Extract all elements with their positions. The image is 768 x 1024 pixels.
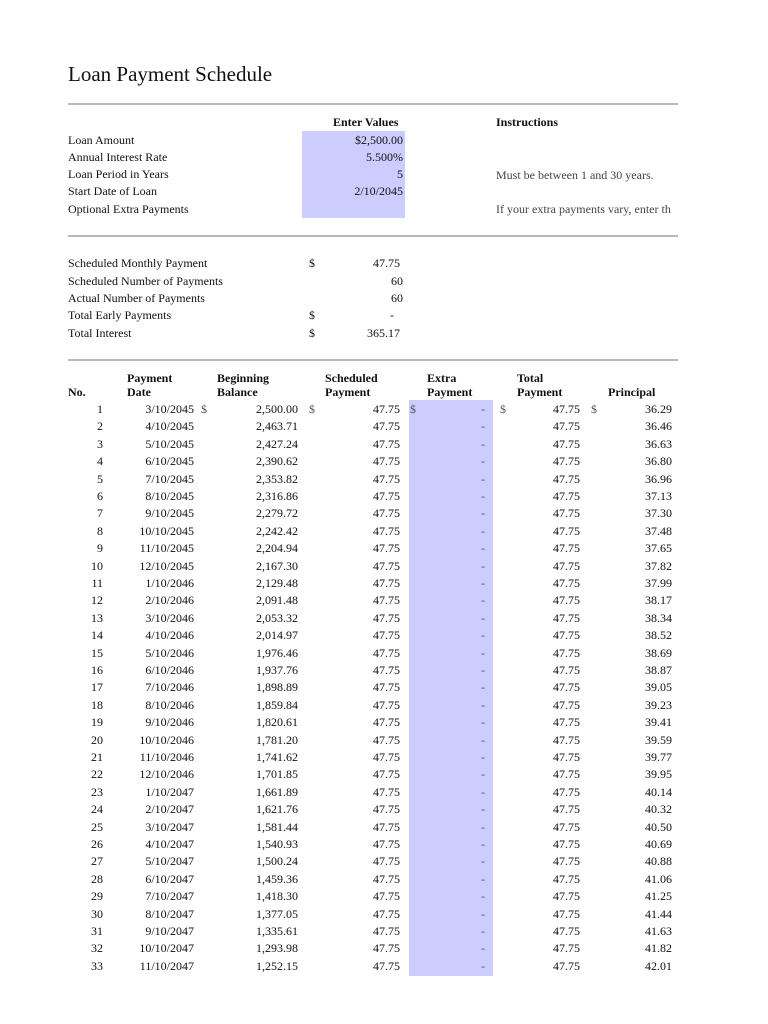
row-principal: 40.50 bbox=[645, 819, 672, 834]
row-payment-date: 4/10/2046 bbox=[145, 628, 194, 643]
row-total-payment: 47.75 bbox=[553, 663, 580, 677]
row-payment-date: 12/10/2046 bbox=[139, 767, 194, 782]
row-extra-payment[interactable]: - bbox=[481, 697, 485, 712]
row-no: 19 bbox=[91, 715, 103, 730]
row-extra-payment[interactable]: - bbox=[481, 523, 485, 538]
row-beginning-balance: 1,500.24 bbox=[256, 854, 298, 869]
row-beginning-balance: 2,427.24 bbox=[256, 436, 298, 451]
start-date-label: Start Date of Loan bbox=[68, 184, 157, 198]
row-principal: 36.96 bbox=[645, 471, 672, 486]
scheduled-number-value: 60 bbox=[391, 274, 403, 288]
row-scheduled-payment: 47.75 bbox=[373, 924, 400, 938]
row-no: 12 bbox=[91, 593, 103, 608]
row-total-payment: 47.75 bbox=[553, 489, 580, 503]
row-principal: 41.44 bbox=[645, 906, 672, 921]
row-total-payment: 47.75 bbox=[553, 715, 580, 730]
row-beginning-balance: 1,898.89 bbox=[256, 680, 298, 695]
row-total-payment: 47.75 bbox=[553, 419, 580, 434]
row-no: 9 bbox=[97, 541, 103, 556]
total-interest-label: Total Interest bbox=[68, 326, 132, 340]
start-date-input[interactable]: 2/10/2045 bbox=[354, 184, 403, 198]
row-principal: 38.87 bbox=[645, 663, 672, 677]
row-extra-payment[interactable]: - bbox=[481, 680, 485, 695]
row-extra-payment[interactable]: - bbox=[481, 402, 485, 416]
row-extra-payment[interactable]: - bbox=[481, 941, 485, 956]
row-scheduled-payment: 47.75 bbox=[373, 489, 400, 503]
loan-period-note: Must be between 1 and 30 years. bbox=[496, 168, 654, 182]
row-principal: 41.06 bbox=[645, 871, 672, 886]
row-beginning-balance: 2,316.86 bbox=[256, 489, 298, 503]
row-payment-date: 7/10/2045 bbox=[145, 471, 194, 486]
row-total-payment: 47.75 bbox=[553, 906, 580, 921]
row-no: 24 bbox=[91, 802, 103, 817]
row-payment-date: 9/10/2045 bbox=[145, 506, 194, 521]
row-beginning-balance: 2,091.48 bbox=[256, 593, 298, 608]
row-scheduled-payment: 47.75 bbox=[373, 593, 400, 608]
row-principal: 39.95 bbox=[645, 767, 672, 782]
row-beginning-balance: 1,859.84 bbox=[256, 697, 298, 712]
row-scheduled-payment: 47.75 bbox=[373, 454, 400, 469]
row-no: 3 bbox=[97, 436, 103, 451]
row-scheduled-payment: 47.75 bbox=[373, 610, 400, 625]
row-extra-payment[interactable]: - bbox=[481, 750, 485, 764]
row-total-payment: 47.75 bbox=[553, 402, 580, 416]
row-principal: 39.41 bbox=[645, 715, 672, 730]
row-extra-payment[interactable]: - bbox=[481, 576, 485, 590]
header-sched-line1: Scheduled bbox=[325, 371, 378, 385]
row-scheduled-payment: 47.75 bbox=[373, 750, 400, 764]
row-extra-payment[interactable]: - bbox=[481, 715, 485, 730]
row-principal: 37.48 bbox=[645, 523, 672, 538]
row-beginning-balance: 2,053.32 bbox=[256, 610, 298, 625]
row-scheduled-payment: 47.75 bbox=[373, 871, 400, 886]
row-beginning-balance: 1,581.44 bbox=[256, 819, 298, 834]
row-extra-payment[interactable]: - bbox=[481, 645, 485, 660]
row-payment-date: 4/10/2047 bbox=[145, 837, 194, 851]
row-beginning-balance: 2,167.30 bbox=[256, 558, 298, 573]
row-no: 17 bbox=[91, 680, 103, 695]
row-scheduled-payment: 47.75 bbox=[373, 645, 400, 660]
row-principal: 37.99 bbox=[645, 576, 672, 590]
row-payment-date: 4/10/2045 bbox=[145, 419, 194, 434]
row-scheduled-payment: 47.75 bbox=[373, 402, 400, 416]
row-extra-payment[interactable]: - bbox=[481, 489, 485, 503]
row-no: 6 bbox=[97, 489, 103, 503]
row-no: 2 bbox=[97, 419, 103, 434]
row-extra-payment[interactable]: - bbox=[481, 593, 485, 608]
row-principal: 39.05 bbox=[645, 680, 672, 695]
row-payment-date: 10/10/2046 bbox=[139, 732, 194, 747]
row-extra-payment[interactable]: - bbox=[481, 958, 485, 973]
row-scheduled-payment: 47.75 bbox=[373, 628, 400, 643]
row-payment-date: 3/10/2045 bbox=[145, 402, 194, 416]
row-no: 21 bbox=[91, 750, 103, 764]
row-total-payment: 47.75 bbox=[553, 506, 580, 521]
early-payments-label: Total Early Payments bbox=[68, 308, 172, 322]
row-extra-payment[interactable]: - bbox=[481, 663, 485, 677]
row-beginning-balance: 1,701.85 bbox=[256, 767, 298, 782]
actual-number-value: 60 bbox=[391, 291, 403, 305]
row-principal: 41.25 bbox=[645, 889, 672, 904]
row-principal: 40.14 bbox=[645, 784, 672, 799]
row-total-payment: 47.75 bbox=[553, 576, 580, 590]
row-principal: 36.46 bbox=[645, 419, 672, 434]
row-principal: 40.69 bbox=[645, 837, 672, 851]
loan-amount-input[interactable]: $2,500.00 bbox=[355, 133, 403, 147]
row-scheduled-payment: 47.75 bbox=[373, 506, 400, 521]
row-total-payment: 47.75 bbox=[553, 454, 580, 469]
row-payment-date: 5/10/2046 bbox=[145, 645, 194, 660]
row-total-payment: 47.75 bbox=[553, 854, 580, 869]
header-no: No. bbox=[68, 385, 86, 399]
row-scheduled-payment: 47.75 bbox=[373, 436, 400, 451]
row-no: 11 bbox=[91, 576, 103, 590]
row-beginning-balance: 2,242.42 bbox=[256, 523, 298, 538]
row-principal: 36.80 bbox=[645, 454, 672, 469]
row-payment-date: 7/10/2047 bbox=[145, 889, 194, 904]
row-beginning-balance: 1,976.46 bbox=[256, 645, 298, 660]
row-beginning-balance: 1,293.98 bbox=[256, 941, 298, 956]
row-payment-date: 8/10/2045 bbox=[145, 489, 194, 503]
row-total-payment: 47.75 bbox=[553, 558, 580, 573]
row-currency-total: $ bbox=[500, 402, 506, 416]
row-no: 23 bbox=[91, 784, 103, 799]
early-payments-value: - bbox=[390, 308, 394, 322]
row-no: 31 bbox=[91, 924, 103, 938]
row-principal: 39.59 bbox=[645, 732, 672, 747]
row-extra-payment[interactable]: - bbox=[481, 819, 485, 834]
row-principal: 37.30 bbox=[645, 506, 672, 521]
row-scheduled-payment: 47.75 bbox=[373, 471, 400, 486]
row-scheduled-payment: 47.75 bbox=[373, 802, 400, 817]
total-interest-currency: $ bbox=[309, 326, 315, 340]
row-payment-date: 10/10/2045 bbox=[139, 523, 194, 538]
row-total-payment: 47.75 bbox=[553, 958, 580, 973]
row-total-payment: 47.75 bbox=[553, 541, 580, 556]
row-principal: 38.34 bbox=[645, 610, 672, 625]
monthly-payment-label: Scheduled Monthly Payment bbox=[68, 256, 208, 270]
row-beginning-balance: 2,129.48 bbox=[256, 576, 298, 590]
row-currency-principal: $ bbox=[591, 402, 597, 416]
row-beginning-balance: 1,741.62 bbox=[256, 750, 298, 764]
monthly-payment-value: 47.75 bbox=[373, 256, 400, 270]
row-no: 32 bbox=[91, 941, 103, 956]
row-no: 10 bbox=[91, 558, 103, 573]
row-principal: 41.82 bbox=[645, 941, 672, 956]
row-beginning-balance: 2,463.71 bbox=[256, 419, 298, 434]
row-extra-payment[interactable]: - bbox=[481, 767, 485, 782]
row-beginning-balance: 1,377.05 bbox=[256, 906, 298, 921]
row-no: 27 bbox=[91, 854, 103, 869]
row-no: 25 bbox=[91, 819, 103, 834]
row-payment-date: 11/10/2045 bbox=[139, 541, 194, 556]
row-total-payment: 47.75 bbox=[553, 784, 580, 799]
row-beginning-balance: 1,540.93 bbox=[256, 837, 298, 851]
row-beginning-balance: 2,279.72 bbox=[256, 506, 298, 521]
row-total-payment: 47.75 bbox=[553, 593, 580, 608]
row-no: 5 bbox=[97, 471, 103, 486]
row-beginning-balance: 2,204.94 bbox=[256, 541, 298, 556]
row-scheduled-payment: 47.75 bbox=[373, 680, 400, 695]
row-payment-date: 10/10/2047 bbox=[139, 941, 194, 956]
row-payment-date: 12/10/2045 bbox=[139, 558, 194, 573]
row-scheduled-payment: 47.75 bbox=[373, 732, 400, 747]
row-total-payment: 47.75 bbox=[553, 680, 580, 695]
interest-rate-input[interactable]: 5.500% bbox=[366, 150, 403, 164]
interest-rate-label: Annual Interest Rate bbox=[68, 150, 168, 164]
row-extra-payment[interactable]: - bbox=[481, 610, 485, 625]
middle-divider bbox=[68, 235, 678, 237]
page-title: Loan Payment Schedule bbox=[68, 62, 273, 86]
row-scheduled-payment: 47.75 bbox=[373, 523, 400, 538]
row-beginning-balance: 1,781.20 bbox=[256, 732, 298, 747]
row-extra-payment[interactable]: - bbox=[481, 541, 485, 556]
table-divider bbox=[68, 359, 678, 361]
row-scheduled-payment: 47.75 bbox=[373, 958, 400, 973]
row-principal: 37.65 bbox=[645, 541, 672, 556]
header-begin-line1: Beginning bbox=[217, 371, 270, 385]
row-extra-payment[interactable]: - bbox=[481, 889, 485, 904]
loan-period-input[interactable]: 5 bbox=[397, 167, 403, 181]
header-total-line2: Payment bbox=[517, 385, 563, 399]
row-no: 28 bbox=[91, 871, 103, 886]
row-payment-date: 2/10/2047 bbox=[145, 802, 194, 817]
row-total-payment: 47.75 bbox=[553, 471, 580, 486]
row-extra-payment[interactable]: - bbox=[481, 924, 485, 938]
row-no: 30 bbox=[91, 906, 103, 921]
row-payment-date: 6/10/2047 bbox=[145, 871, 194, 886]
row-scheduled-payment: 47.75 bbox=[373, 837, 400, 851]
header-principal: Principal bbox=[608, 385, 656, 399]
row-payment-date: 9/10/2046 bbox=[145, 715, 194, 730]
row-payment-date: 3/10/2047 bbox=[145, 819, 194, 834]
row-no: 14 bbox=[91, 628, 103, 643]
row-extra-payment[interactable]: - bbox=[481, 628, 485, 643]
header-date-line2: Date bbox=[127, 385, 151, 399]
row-no: 22 bbox=[91, 767, 103, 782]
monthly-payment-currency: $ bbox=[309, 256, 315, 270]
row-extra-payment[interactable]: - bbox=[481, 471, 485, 486]
row-total-payment: 47.75 bbox=[553, 871, 580, 886]
row-extra-payment[interactable]: - bbox=[481, 784, 485, 799]
row-principal: 37.82 bbox=[645, 558, 672, 573]
row-total-payment: 47.75 bbox=[553, 523, 580, 538]
row-no: 26 bbox=[91, 837, 103, 851]
row-total-payment: 47.75 bbox=[553, 802, 580, 817]
row-no: 29 bbox=[91, 889, 103, 904]
row-total-payment: 47.75 bbox=[553, 941, 580, 956]
actual-number-label: Actual Number of Payments bbox=[68, 291, 205, 305]
row-extra-payment[interactable]: - bbox=[481, 558, 485, 573]
row-no: 13 bbox=[91, 610, 103, 625]
row-no: 20 bbox=[91, 732, 103, 747]
row-no: 18 bbox=[91, 697, 103, 712]
row-scheduled-payment: 47.75 bbox=[373, 784, 400, 799]
row-beginning-balance: 2,500.00 bbox=[256, 402, 298, 416]
row-total-payment: 47.75 bbox=[553, 732, 580, 747]
row-beginning-balance: 1,252.15 bbox=[256, 958, 298, 973]
row-beginning-balance: 1,459.36 bbox=[256, 871, 298, 886]
row-extra-payment[interactable]: - bbox=[481, 419, 485, 434]
row-scheduled-payment: 47.75 bbox=[373, 889, 400, 904]
row-total-payment: 47.75 bbox=[553, 819, 580, 834]
row-payment-date: 8/10/2047 bbox=[145, 906, 194, 921]
row-scheduled-payment: 47.75 bbox=[373, 854, 400, 869]
row-no: 15 bbox=[91, 645, 103, 660]
loan-period-label: Loan Period in Years bbox=[68, 167, 169, 181]
row-payment-date: 2/10/2046 bbox=[145, 593, 194, 608]
row-no: 4 bbox=[97, 454, 103, 469]
row-principal: 37.13 bbox=[645, 489, 672, 503]
row-total-payment: 47.75 bbox=[553, 697, 580, 712]
row-payment-date: 1/10/2046 bbox=[145, 576, 194, 590]
row-scheduled-payment: 47.75 bbox=[373, 715, 400, 730]
row-principal: 38.52 bbox=[645, 628, 672, 643]
row-extra-payment[interactable]: - bbox=[481, 506, 485, 521]
row-principal: 38.69 bbox=[645, 645, 672, 660]
row-principal: 42.01 bbox=[645, 958, 672, 973]
header-total-line1: Total bbox=[517, 371, 544, 385]
row-beginning-balance: 1,418.30 bbox=[256, 889, 298, 904]
top-divider bbox=[68, 103, 678, 105]
row-currency-extra: $ bbox=[410, 402, 416, 416]
row-no: 7 bbox=[97, 506, 103, 521]
row-extra-payment[interactable]: - bbox=[481, 732, 485, 747]
extra-payments-note: If your extra payments vary, enter th bbox=[496, 202, 671, 216]
row-extra-payment[interactable]: - bbox=[481, 906, 485, 921]
header-extra-line1: Extra bbox=[427, 371, 457, 385]
scheduled-number-label: Scheduled Number of Payments bbox=[68, 274, 223, 288]
row-total-payment: 47.75 bbox=[553, 767, 580, 782]
row-currency-scheduled: $ bbox=[309, 402, 315, 416]
row-total-payment: 47.75 bbox=[553, 837, 580, 851]
row-no: 16 bbox=[91, 663, 103, 677]
row-total-payment: 47.75 bbox=[553, 610, 580, 625]
row-currency-balance: $ bbox=[201, 402, 207, 416]
row-scheduled-payment: 47.75 bbox=[373, 576, 400, 590]
row-total-payment: 47.75 bbox=[553, 645, 580, 660]
instructions-header: Instructions bbox=[496, 115, 559, 129]
extra-payments-input[interactable] bbox=[302, 202, 403, 216]
row-principal: 41.63 bbox=[645, 924, 672, 938]
row-principal: 36.63 bbox=[645, 436, 672, 451]
row-scheduled-payment: 47.75 bbox=[373, 541, 400, 556]
row-total-payment: 47.75 bbox=[553, 924, 580, 938]
header-date-line1: Payment bbox=[127, 371, 173, 385]
row-extra-payment[interactable]: - bbox=[481, 854, 485, 869]
row-extra-payment[interactable]: - bbox=[481, 436, 485, 451]
row-principal: 40.32 bbox=[645, 802, 672, 817]
row-extra-payment[interactable]: - bbox=[481, 454, 485, 469]
row-total-payment: 47.75 bbox=[553, 889, 580, 904]
row-payment-date: 5/10/2045 bbox=[145, 436, 194, 451]
row-payment-date: 8/10/2046 bbox=[145, 697, 194, 712]
row-scheduled-payment: 47.75 bbox=[373, 819, 400, 834]
loan-amount-label: Loan Amount bbox=[68, 133, 135, 147]
total-interest-value: 365.17 bbox=[367, 326, 400, 340]
row-scheduled-payment: 47.75 bbox=[373, 767, 400, 782]
row-principal: 38.17 bbox=[645, 593, 672, 608]
row-no: 1 bbox=[97, 402, 103, 416]
row-scheduled-payment: 47.75 bbox=[373, 941, 400, 956]
row-beginning-balance: 1,820.61 bbox=[256, 715, 298, 730]
row-beginning-balance: 1,621.76 bbox=[256, 802, 298, 817]
row-beginning-balance: 1,661.89 bbox=[256, 784, 298, 799]
extra-payments-label: Optional Extra Payments bbox=[68, 202, 189, 216]
row-payment-date: 7/10/2046 bbox=[145, 680, 194, 695]
row-principal: 40.88 bbox=[645, 854, 672, 869]
row-payment-date: 11/10/2047 bbox=[139, 958, 194, 973]
row-payment-date: 6/10/2045 bbox=[145, 454, 194, 469]
header-sched-line2: Payment bbox=[325, 385, 371, 399]
row-payment-date: 1/10/2047 bbox=[145, 784, 194, 799]
header-begin-line2: Balance bbox=[217, 385, 258, 399]
row-payment-date: 9/10/2047 bbox=[145, 924, 194, 938]
row-scheduled-payment: 47.75 bbox=[373, 663, 400, 677]
row-beginning-balance: 2,353.82 bbox=[256, 471, 298, 486]
row-payment-date: 3/10/2046 bbox=[145, 610, 194, 625]
row-total-payment: 47.75 bbox=[553, 436, 580, 451]
row-beginning-balance: 1,335.61 bbox=[256, 924, 298, 938]
row-scheduled-payment: 47.75 bbox=[373, 697, 400, 712]
row-beginning-balance: 2,390.62 bbox=[256, 454, 298, 469]
header-extra-line2: Payment bbox=[427, 385, 473, 399]
row-no: 8 bbox=[97, 523, 103, 538]
row-principal: 39.23 bbox=[645, 697, 672, 712]
row-principal: 36.29 bbox=[645, 402, 672, 416]
row-extra-payment[interactable]: - bbox=[481, 871, 485, 886]
row-extra-payment[interactable]: - bbox=[481, 837, 485, 851]
row-no: 33 bbox=[91, 958, 103, 973]
row-principal: 39.77 bbox=[645, 750, 672, 764]
row-scheduled-payment: 47.75 bbox=[373, 558, 400, 573]
row-scheduled-payment: 47.75 bbox=[373, 419, 400, 434]
enter-values-header: Enter Values bbox=[333, 115, 399, 129]
row-payment-date: 6/10/2046 bbox=[145, 663, 194, 677]
row-total-payment: 47.75 bbox=[553, 750, 580, 764]
row-payment-date: 5/10/2047 bbox=[145, 854, 194, 869]
row-total-payment: 47.75 bbox=[553, 628, 580, 643]
early-payments-currency: $ bbox=[309, 308, 315, 322]
row-beginning-balance: 1,937.76 bbox=[256, 663, 298, 677]
row-payment-date: 11/10/2046 bbox=[139, 750, 194, 764]
row-beginning-balance: 2,014.97 bbox=[256, 628, 298, 643]
row-scheduled-payment: 47.75 bbox=[373, 906, 400, 921]
row-extra-payment[interactable]: - bbox=[481, 802, 485, 817]
